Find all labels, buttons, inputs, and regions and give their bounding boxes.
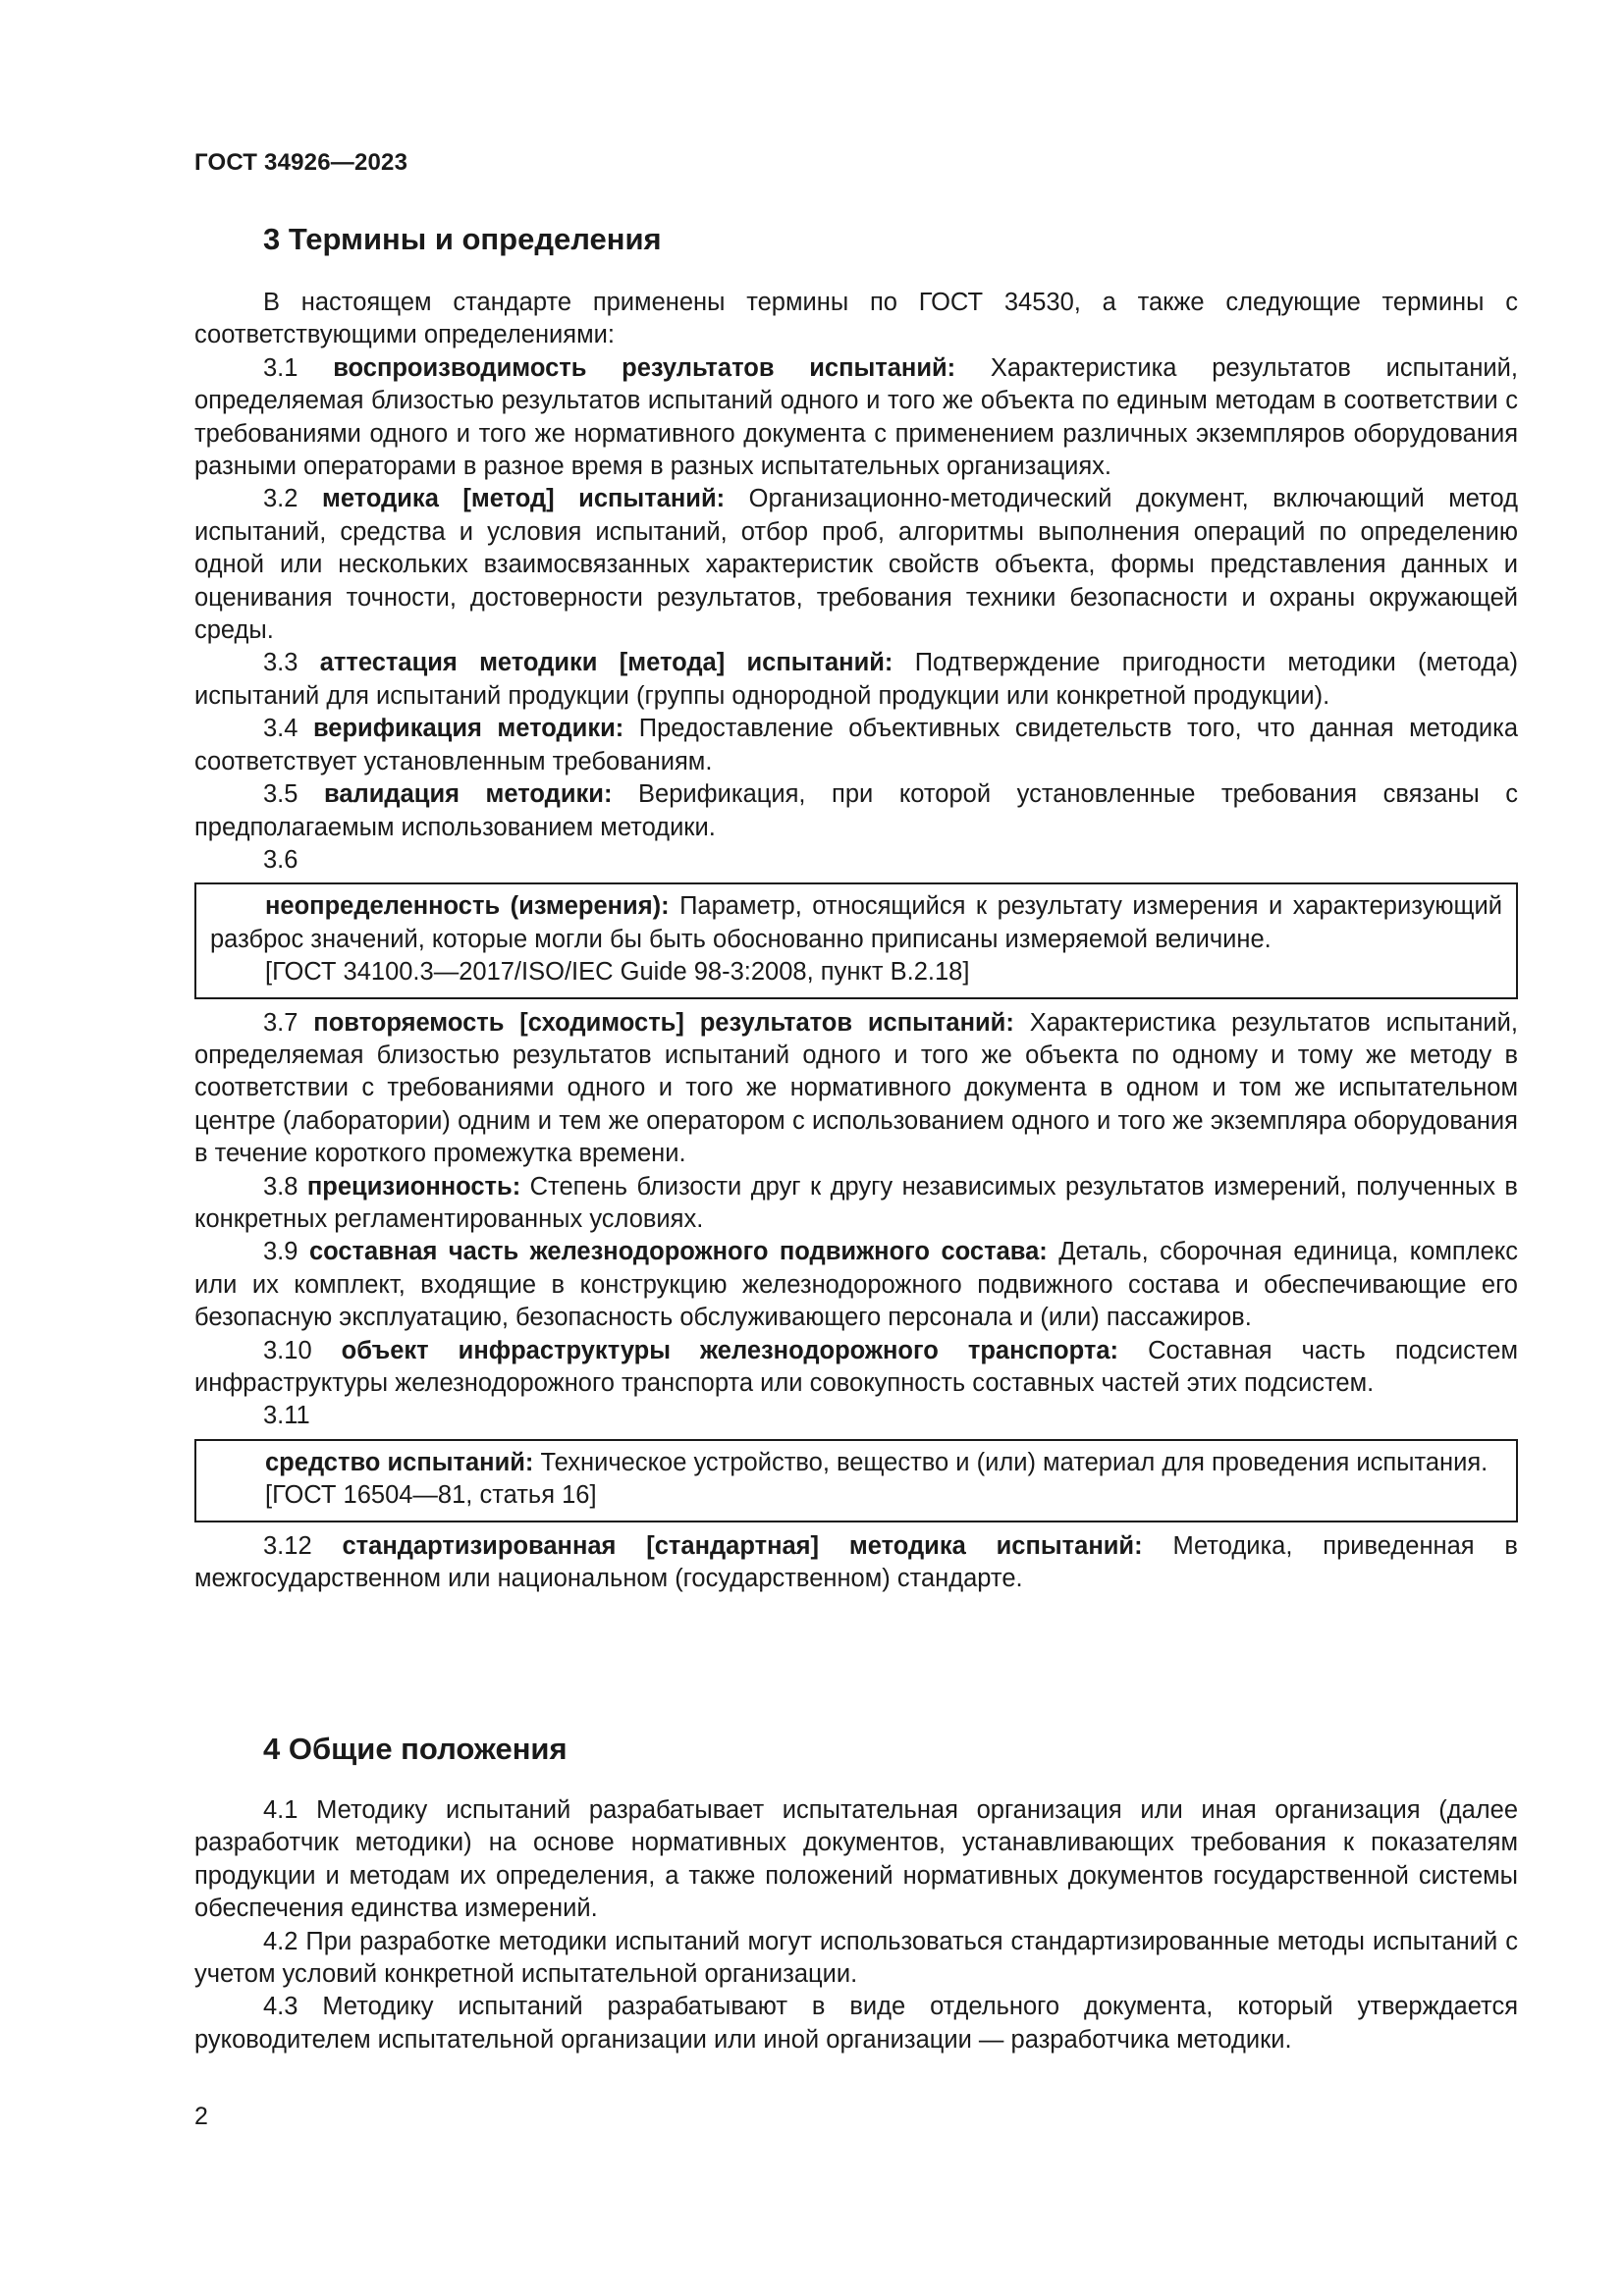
term-number: 3.10 xyxy=(263,1336,312,1364)
term-definition: Деталь, сборочная единица, комплекс или их комплект, входящие в конструкцию железнодорожного подвижного состава и обеспечивающие его безопасную эксплуатацию, безопасность обслуживающего персонала и (или) пассажиров. xyxy=(194,1238,1518,1332)
term-name: неопределенность (измерения): xyxy=(265,892,670,921)
term-3-8 xyxy=(194,1171,1518,1237)
section-3-intro: В настоящем стандарте применены термины по ГОСТ 34530, а также следующие термины с соответствующими определениями: xyxy=(194,289,1518,349)
term-definition: Степень близости друг к другу независимых результатов измерений, полученных в конкретных регламентированных условиях. xyxy=(194,1172,1518,1233)
term-3-11-source: [ГОСТ 16504—81, статья 16] xyxy=(265,1481,597,1510)
term-name: прецизионность: xyxy=(306,1172,521,1201)
term-3-4 xyxy=(194,713,1518,778)
term-name: стандартизированная [стандартная] методика испытаний: xyxy=(342,1531,1143,1560)
term-number: 3.8 xyxy=(263,1172,298,1201)
term-number: 3.1 xyxy=(263,353,298,382)
term-3-1 xyxy=(194,352,1518,484)
page-number: 2 xyxy=(194,2103,208,2130)
term-definition: Составная часть подсистем инфраструктуры железнодорожного транспорта или совокупность составных частей этих подсистем. xyxy=(194,1336,1518,1397)
term-definition: Предоставление объективных свидетельств того, что данная методика соответствует установленным требованиям. xyxy=(194,715,1518,775)
term-name: повторяемость [сходимость] результатов испытаний: xyxy=(313,1008,1014,1037)
term-definition: Организационно-методический документ, включающий метод испытаний, средства и условия испытаний, отбор проб, алгоритмы выполнения операций по определению одной или нескольких взаимосвязанных характеристик свойств объекта, формы представления данных и оценивания точности, достоверности результатов, требования техники безопасности и охраны окружающей среды. xyxy=(194,485,1518,645)
term-number: 3.12 xyxy=(263,1531,312,1560)
term-name: методика [метод] испытаний: xyxy=(321,485,726,513)
term-3-6-number: 3.6 xyxy=(263,845,298,874)
term-number: 3.2 xyxy=(263,485,298,513)
clause-4-2: 4.2 При разработке методики испытаний могут использоваться стандартизированные методы испытаний с учетом условий конкретной испытательной организации. xyxy=(194,1927,1518,1989)
term-3-10 xyxy=(194,1335,1518,1401)
section-3-title: 3 Термины и определения xyxy=(263,222,662,256)
term-3-7 xyxy=(194,1007,1518,1171)
term-definition: Характеристика результатов испытаний, определяемая близостью результатов испытаний одного и того же объекта по одному и тому же методу в соответствии с требованиями одного и того же нормативного документа в одном и том же испытательном центре (лаборатории) одним и тем же оператором с использованием одного и того же экземпляра оборудования в течение короткого промежутка времени. xyxy=(194,1008,1518,1168)
term-definition: Подтверждение пригодности методики (метода) испытаний для испытаний продукции (группы однородной продукции или конкретной продукции). xyxy=(194,649,1518,710)
document-header: ГОСТ 34926—2023 xyxy=(194,149,408,176)
clause-4-1: 4.1 Методику испытаний разрабатывает испытательная организация или иная организация (далее разработчик методики) на основе нормативных документов, устанавливающих требования к показателям продукции и методам их определения, а также положений нормативных документов государственной системы обеспечения единства измерений. xyxy=(194,1796,1518,1923)
term-3-11 xyxy=(210,1447,1502,1479)
term-name: верификация методики: xyxy=(312,715,624,743)
section-4-body xyxy=(194,1794,1518,2056)
term-3-6-box xyxy=(194,882,1518,998)
term-number: 3.3 xyxy=(263,649,298,677)
term-number: 3.4 xyxy=(263,715,298,743)
clause-4-3: 4.3 Методику испытаний разрабатывают в виде отдельного документа, который утверждается руководителем испытательной организации или иной организации — разработчика методики. xyxy=(194,1993,1518,2054)
term-name: аттестация методики [метода] испытаний: xyxy=(319,649,893,677)
term-definition: Методика, приведенная в межгосударственном или национальном (государственном) стандарте. xyxy=(194,1531,1518,1593)
term-name: объект инфраструктуры железнодорожного транспорта: xyxy=(341,1336,1119,1364)
term-name: составная часть железнодорожного подвижного состава: xyxy=(308,1238,1048,1266)
term-3-5 xyxy=(194,778,1518,844)
term-number: 3.5 xyxy=(263,780,298,809)
term-3-11-number: 3.11 xyxy=(263,1402,310,1430)
term-3-11-box xyxy=(194,1439,1518,1522)
term-3-12 xyxy=(194,1530,1518,1596)
term-3-6 xyxy=(210,890,1502,956)
term-definition: Верификация, при которой установленные требования связаны с предполагаемым использованием методики. xyxy=(194,780,1519,841)
term-definition: Характеристика результатов испытаний, определяемая близостью результатов испытаний одного и того же объекта по единым методам в соответствии с требованиями одного и того же нормативного документа с применением различных экземпляров оборудования разными операторами в разное время в разных испытательных организациях. xyxy=(194,353,1518,481)
term-3-2 xyxy=(194,483,1518,647)
term-name: валидация методики: xyxy=(324,780,613,809)
term-number: 3.9 xyxy=(263,1238,298,1266)
section-3-body xyxy=(194,287,1518,1595)
term-number: 3.7 xyxy=(263,1008,298,1037)
term-name: воспроизводимость результатов испытаний: xyxy=(333,353,956,382)
section-4-title: 4 Общие положения xyxy=(263,1732,568,1766)
term-definition: Параметр, относящийся к результату измерения и характеризующий разброс значений, которые могли бы быть обоснованно приписаны измеряемой величине. xyxy=(210,892,1502,953)
term-3-9 xyxy=(194,1236,1518,1334)
term-name: средство испытаний: xyxy=(265,1448,534,1476)
term-3-6-source: [ГОСТ 34100.3—2017/ISO/IEC Guide 98-3:2008, пункт B.2.18] xyxy=(265,958,970,987)
term-3-3 xyxy=(194,647,1518,713)
term-definition: Техническое устройство, вещество и (или) материал для проведения испытания. xyxy=(540,1448,1489,1476)
